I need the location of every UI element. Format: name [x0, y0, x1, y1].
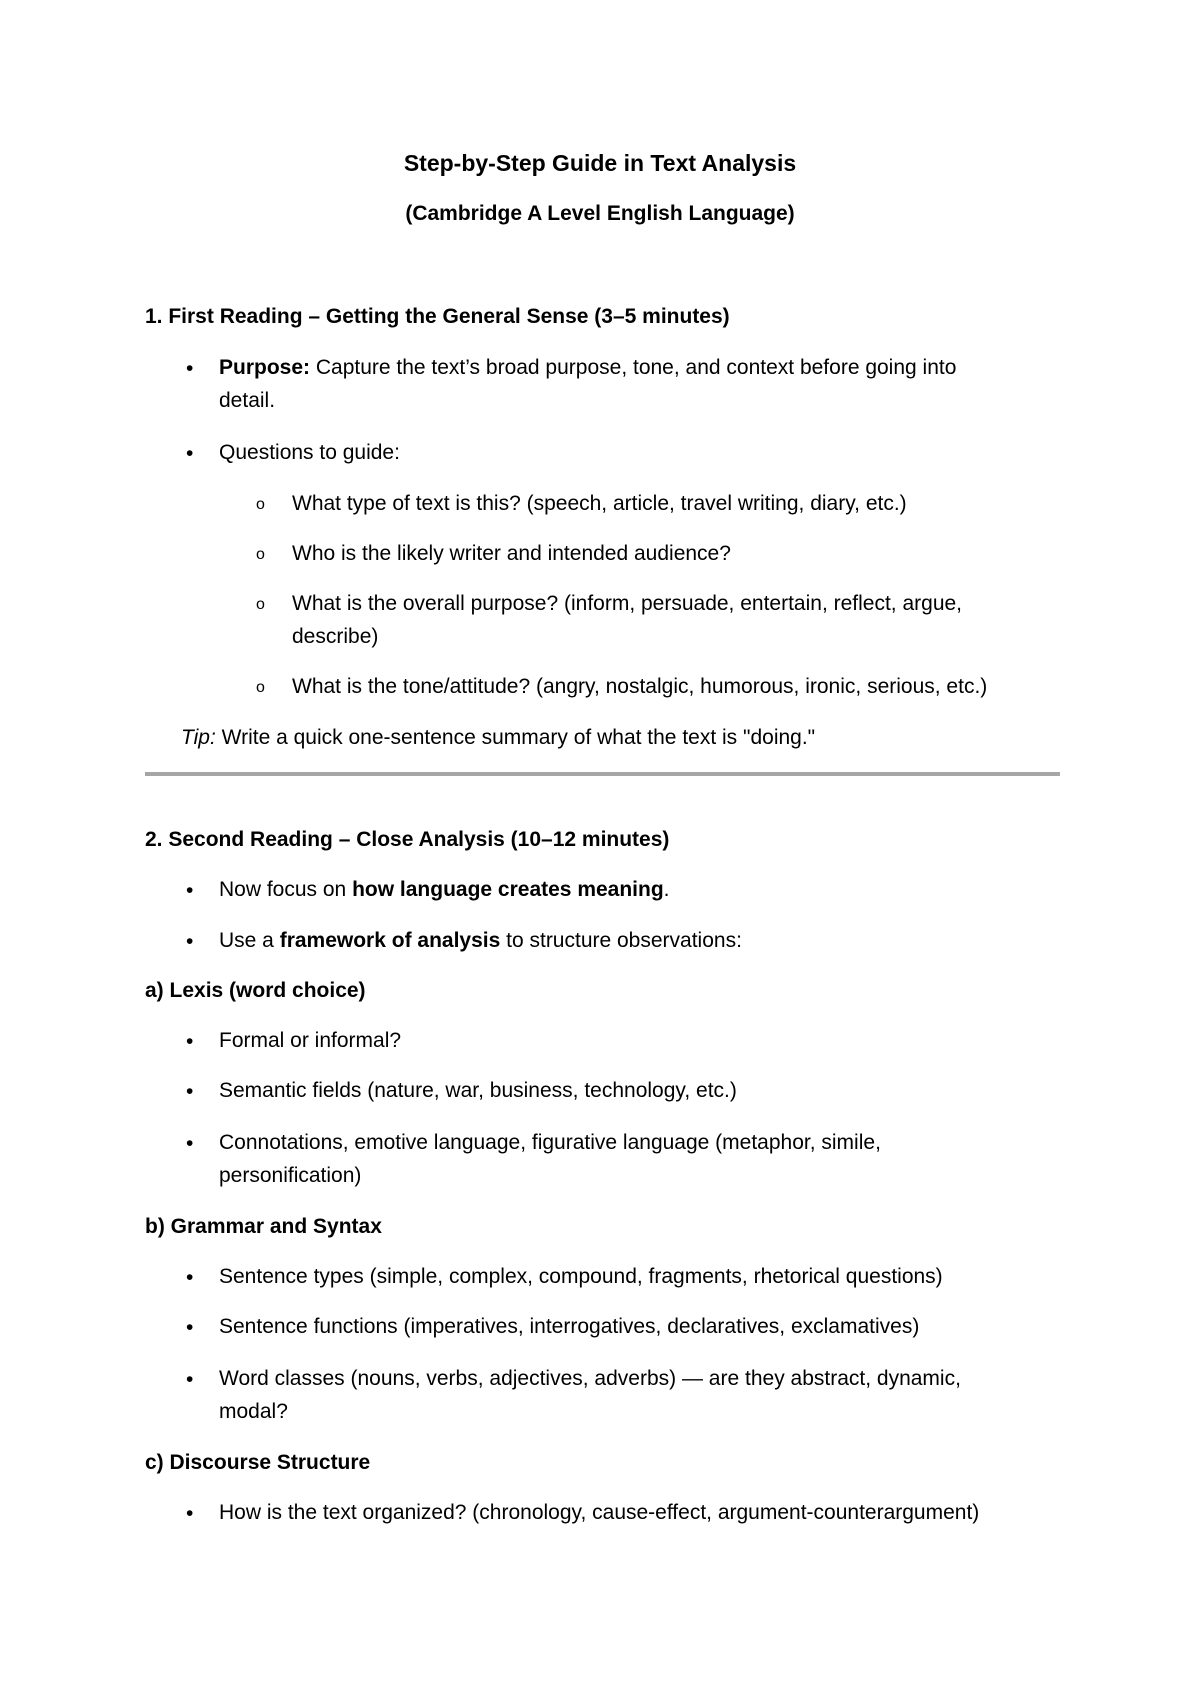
purpose-label: Purpose:: [219, 356, 311, 379]
list-item: Semantic fields (nature, war, business, technology, etc.): [219, 1079, 737, 1102]
list-item: Formal or informal?: [219, 1029, 402, 1052]
sub-bullet-icon: o: [256, 496, 265, 513]
focus-text: Now focus on: [219, 878, 353, 901]
question-item: What is the tone/attitude? (angry, nostalgic, humorous, ironic, serious, etc.): [292, 675, 988, 698]
list-item: Sentence functions (imperatives, interrogatives, declaratives, exclamatives): [219, 1315, 920, 1338]
sub-bullet-icon: o: [256, 546, 265, 563]
framework-text: Use a: [219, 929, 280, 952]
focus-bold: how language creates meaning: [352, 878, 664, 901]
bullet-icon: •: [186, 1030, 194, 1053]
page-subtitle: (Cambridge A Level English Language): [405, 202, 795, 225]
sub-bullet-icon: o: [256, 596, 265, 613]
bullet-icon: •: [186, 1368, 194, 1391]
question-item: What type of text is this? (speech, article, travel writing, diary, etc.): [292, 492, 907, 515]
questions-label: Questions to guide:: [219, 441, 400, 464]
grammar-heading: b) Grammar and Syntax: [145, 1215, 382, 1238]
tip-text: Write a quick one-sentence summary of what the text is "doing.": [215, 726, 816, 749]
bullet-icon: •: [186, 1316, 194, 1339]
question-item-cont: describe): [292, 625, 379, 648]
tip-label: Tip:: [181, 726, 216, 749]
list-item: How is the text organized? (chronology, cause-effect, argument-counterargument): [219, 1501, 980, 1524]
discourse-heading: c) Discourse Structure: [145, 1451, 371, 1474]
framework-bold: framework of analysis: [279, 929, 501, 952]
bullet-icon: •: [186, 879, 194, 902]
section-2-heading: 2. Second Reading – Close Analysis (10–12 minutes): [145, 828, 670, 851]
list-item-cont: modal?: [219, 1400, 288, 1423]
purpose-text: Capture the text’s broad purpose, tone, and context before going into: [310, 356, 957, 379]
list-item: Connotations, emotive language, figurative language (metaphor, simile,: [219, 1131, 881, 1154]
bullet-icon: •: [186, 357, 194, 380]
section-1-heading: 1. First Reading – Getting the General Sense (3–5 minutes): [145, 305, 730, 328]
question-item: What is the overall purpose? (inform, persuade, entertain, reflect, argue,: [292, 592, 963, 615]
page-title: Step-by-Step Guide in Text Analysis: [403, 150, 797, 176]
framework-line: [219, 925, 742, 957]
question-item: Who is the likely writer and intended audience?: [292, 542, 731, 565]
bullet-icon: •: [186, 1266, 194, 1289]
bullet-icon: •: [186, 1132, 194, 1155]
bullet-icon: •: [186, 930, 194, 953]
horizontal-divider: [145, 772, 1060, 776]
framework-post: to structure observations:: [500, 929, 742, 952]
list-item: Word classes (nouns, verbs, adjectives, adverbs) — are they abstract, dynamic,: [219, 1367, 961, 1390]
tip-line: [181, 722, 815, 754]
bullet-icon: •: [186, 1502, 194, 1525]
bullet-icon: •: [186, 442, 194, 465]
purpose-line: [219, 352, 956, 384]
focus-post: .: [663, 878, 670, 901]
sub-bullet-icon: o: [256, 679, 265, 696]
purpose-text-cont: detail.: [219, 389, 276, 412]
focus-line: [219, 874, 670, 906]
bullet-icon: •: [186, 1080, 194, 1103]
list-item: Sentence types (simple, complex, compound, fragments, rhetorical questions): [219, 1265, 943, 1288]
list-item-cont: personification): [219, 1164, 362, 1187]
lexis-heading: a) Lexis (word choice): [145, 979, 366, 1002]
